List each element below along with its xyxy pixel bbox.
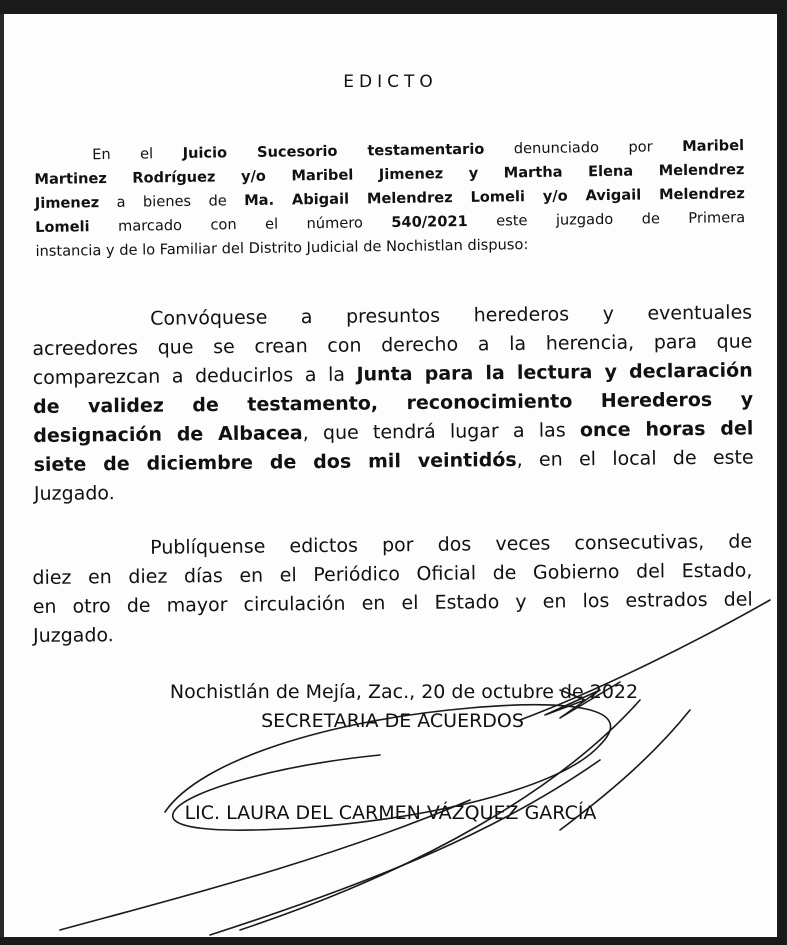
document-page: [4, 14, 777, 937]
summons-text: , en el local de este: [516, 446, 754, 471]
intro-bold: Juicio Sucesorio testamentario: [182, 140, 485, 162]
intro-bold: Jimenez: [34, 194, 100, 212]
intro-text: instancia y de lo Familiar del Distrito Judicial de Nochistlan dispuso:: [35, 236, 529, 260]
publication-line: Juzgado.: [32, 624, 114, 647]
publication-line: diez en diez días en el Periódico Oficial de Gobierno del Estado,: [32, 559, 753, 589]
place-and-date: Nochistlán de Mejía, Zac., 20 de octubre de 2022: [169, 681, 639, 703]
summons-paragraph: [32, 298, 754, 509]
summons-bold: once horas del: [579, 417, 754, 442]
intro-paragraph: [34, 134, 746, 264]
summons-bold: siete de diciembre de dos mil veintidós: [33, 448, 517, 476]
scan-border-bottom: [0, 937, 787, 945]
intro-bold: Maribel: [682, 137, 745, 155]
intro-text: En el: [92, 144, 183, 164]
summons-line: Convóquese a presuntos herederos y eventuales: [150, 301, 753, 330]
intro-text: marcado con el número: [89, 214, 392, 236]
intro-bold: Lomeli: [35, 218, 90, 236]
summons-line: Juzgado.: [33, 482, 115, 505]
intro-text: este juzgado de Primera: [467, 209, 746, 230]
signer-name: LIC. LAURA DEL CARMEN VÁZQUEZ GARCÍA: [184, 802, 597, 824]
case-number: 540/2021: [391, 212, 468, 232]
document-title: EDICTO: [343, 72, 438, 92]
intro-text: denunciado por: [484, 137, 683, 158]
signer-role: SECRETARIA DE ACUERDOS: [261, 710, 524, 732]
summons-text: comparezcan a deducirlos a la: [32, 363, 357, 389]
publication-line: Publíquense edictos por dos veces consecutivas, de: [150, 530, 753, 559]
summons-bold: Junta para la lectura y declaración: [356, 359, 753, 386]
intro-text: a bienes de: [99, 192, 245, 212]
intro-bold: Martinez Rodríguez y/o Maribel Jimenez y Martha Elena Melendrez: [34, 161, 745, 188]
summons-text: , que tendrá lugar a las: [302, 419, 581, 445]
publication-line: en otro de mayor circulación en el Estado y en los estrados del: [32, 588, 753, 618]
scan-border-right: [777, 0, 787, 945]
summons-bold: designación de Albacea: [33, 422, 303, 447]
summons-bold: de validez de testamento, reconocimiento Herederos y: [32, 388, 754, 418]
intro-bold: Ma. Abigail Melendrez Lomeli y/o Avigail Melendrez: [244, 185, 745, 210]
publication-paragraph: [32, 527, 753, 651]
summons-line: acreedores que se crean con derecho a la herencia, para que: [32, 330, 753, 360]
scan-border-top: [0, 0, 787, 14]
